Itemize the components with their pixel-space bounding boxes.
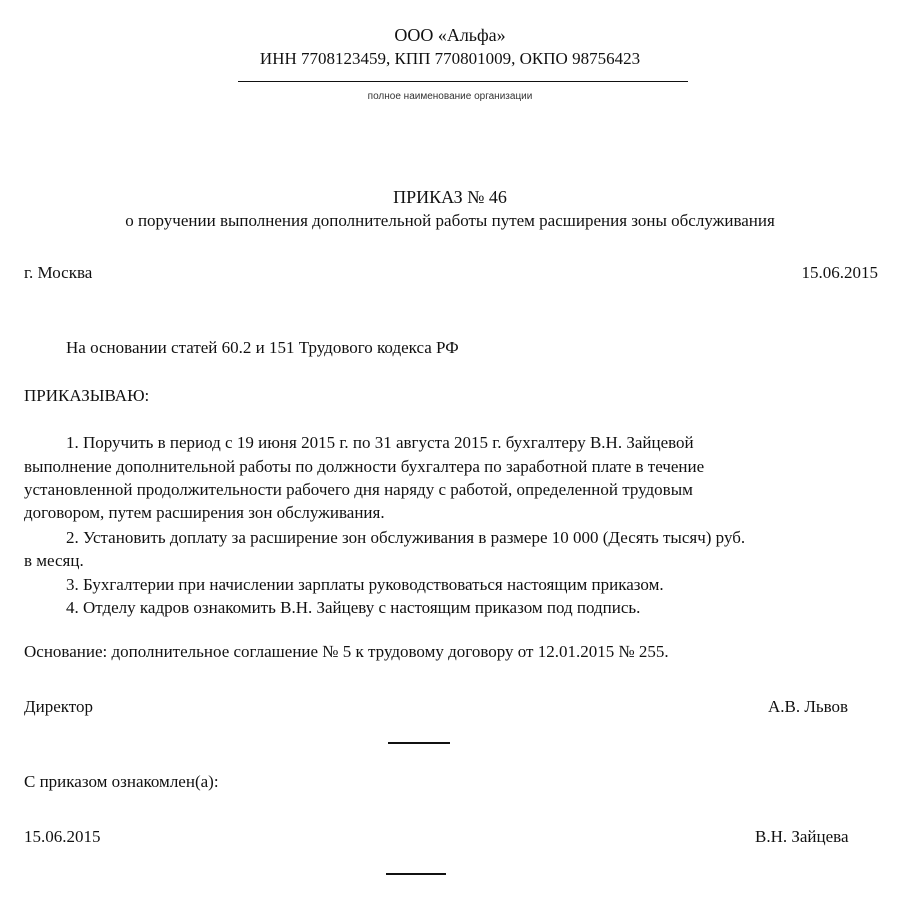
- employee-name: В.Н. Зайцева: [755, 827, 849, 846]
- item-4: 4. Отделу кадров ознакомить В.Н. Зайцеву с настоящим приказом под подпись.: [66, 598, 641, 617]
- order-subtitle: о поручении выполнения дополнительной работы путем расширения зоны обслуживания: [125, 211, 775, 230]
- order-title: ПРИКАЗ № 46: [393, 187, 507, 207]
- item-1-line-1: 1. Поручить в период с 19 июня 2015 г. по 31 августа 2015 г. бухгалтеру В.Н. Зайцевой: [66, 433, 694, 452]
- item-3: 3. Бухгалтерии при начислении зарплаты руководствоваться настоящим приказом.: [66, 575, 664, 594]
- organization-codes: ИНН 7708123459, КПП 770801009, ОКПО 98756423: [259, 49, 641, 68]
- foundation-note: Основание: дополнительное соглашение № 5 к трудовому договору от 12.01.2015 № 255.: [24, 642, 669, 661]
- director-signature-line: [388, 742, 450, 744]
- command-word: ПРИКАЗЫВАЮ:: [24, 386, 150, 405]
- item-2-line-1: 2. Установить доплату за расширение зон обслуживания в размере 10 000 (Десять тысяч) руб.: [66, 528, 746, 547]
- director-title: Директор: [24, 697, 93, 716]
- legal-basis: На основании статей 60.2 и 151 Трудового кодекса РФ: [66, 338, 459, 357]
- item-1-line-4: договором, путем расширения зон обслуживания.: [24, 503, 385, 522]
- acknowledgement-date: 15.06.2015: [24, 827, 101, 846]
- director-name: А.В. Львов: [768, 697, 849, 716]
- item-1-line-3: установленной продолжительности рабочего дня наряду с работой, определенной трудовым: [24, 480, 693, 499]
- item-1-line-2: выполнение дополнительной работы по должности бухгалтера по заработной плате в течение: [24, 457, 705, 476]
- employee-signature-line: [386, 873, 446, 875]
- order-date: 15.06.2015: [801, 263, 878, 282]
- acknowledged-label: С приказом ознакомлен(а):: [24, 772, 219, 791]
- organization-name: ООО «Альфа»: [394, 25, 506, 45]
- item-2-line-2: в месяц.: [24, 551, 84, 570]
- organization-underline: [238, 81, 688, 82]
- organization-caption: полное наименование организации: [367, 91, 533, 102]
- city: г. Москва: [24, 263, 93, 282]
